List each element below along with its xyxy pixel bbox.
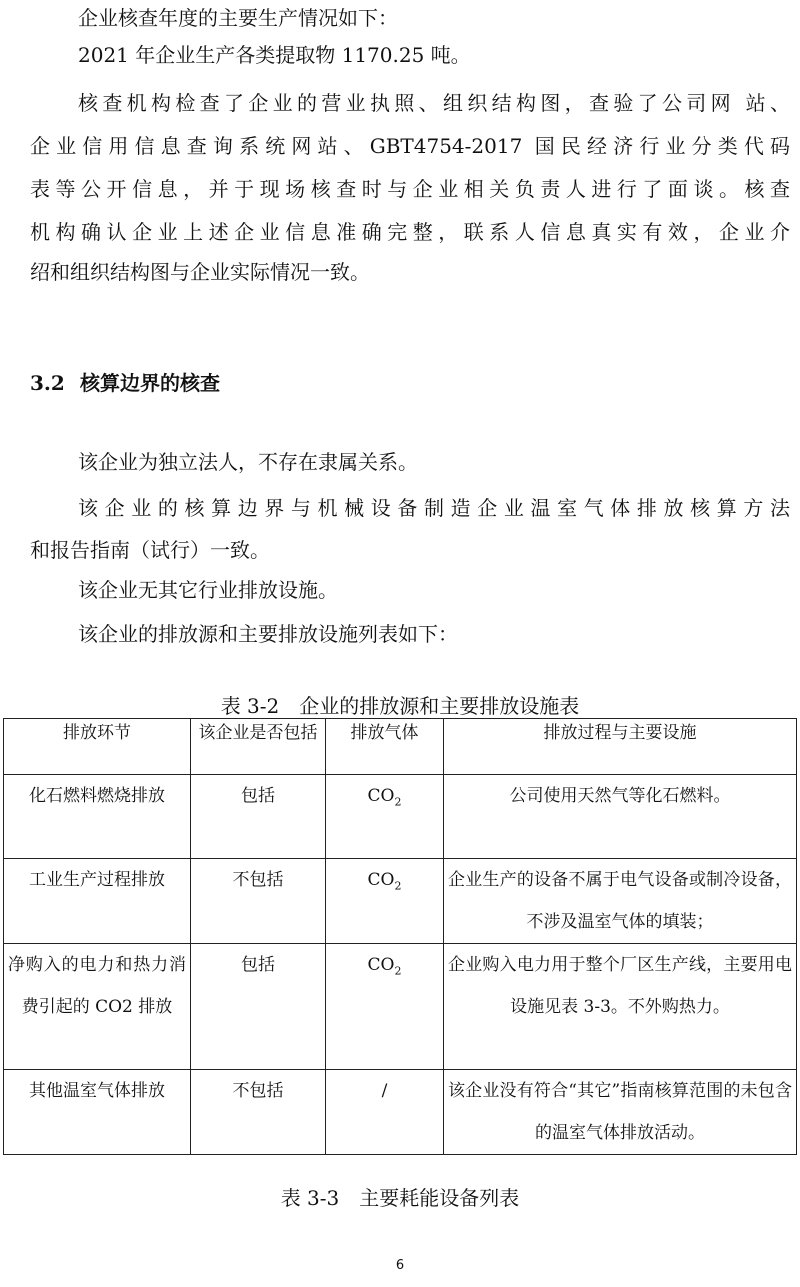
table-header-row [4, 719, 797, 775]
cell: 不包括 [191, 859, 326, 944]
cell: $CO_2$ [326, 775, 444, 859]
paragraph-line: 绍和组织结构图与企业实际情况一致。 [30, 260, 370, 284]
section-heading [30, 369, 220, 397]
paragraph-line: 企业信用信息查询系统网站、GBT4754-2017 国民经济行业分类代码 [30, 134, 790, 158]
header-cell: 排放环节 [4, 719, 191, 775]
cell: 其他温室气体排放 [4, 1070, 191, 1155]
cell: 净购入的电力和热力消费引起的 CO2 排放 [4, 944, 191, 1070]
emission-sources-table [3, 718, 797, 1155]
section-title: 核算边界的核查 [80, 371, 220, 395]
cell: 企业购入电力用于整个厂区生产线，主要用电设施见表 3-3。不外购热力。 [444, 944, 797, 1070]
paragraph-line: 表等公开信息，并于现场核查时与企业相关负责人进行了面谈。核查 [30, 177, 790, 201]
paragraph: 该企业的排放源和主要排放设施列表如下： [78, 622, 458, 646]
cell: 公司使用天然气等化石燃料。 [444, 775, 797, 859]
paragraph: 该企业为独立法人，不存在隶属关系。 [78, 450, 418, 474]
header-cell: 排放过程与主要设施 [444, 719, 797, 775]
table-caption: 表 3-2 企业的排放源和主要排放设施表 [220, 694, 580, 718]
cell: / [326, 1070, 444, 1155]
paragraph: 该企业无其它行业排放设施。 [78, 578, 338, 602]
table-row [4, 944, 797, 1070]
paragraph: 企业核查年度的主要生产情况如下： [78, 6, 398, 30]
cell: 工业生产过程排放 [4, 859, 191, 944]
table-row [4, 859, 797, 944]
paragraph-line: 机构确认企业上述企业信息准确完整，联系人信息真实有效，企业介 [30, 220, 790, 244]
cell: 不包括 [191, 1070, 326, 1155]
cell: 包括 [191, 944, 326, 1070]
cell: 该企业没有符合“其它”指南核算范围的未包含的温室气体排放活动。 [444, 1070, 797, 1155]
paragraph-line: 该企业的核算边界与机械设备制造企业温室气体排放核算方法 [78, 496, 790, 520]
cell: 企业生产的设备不属于电气设备或制冷设备，不涉及温室气体的填装； [444, 859, 797, 944]
header-cell: 该企业是否包括 [191, 719, 326, 775]
table-row [4, 775, 797, 859]
cell: $CO_2$ [326, 859, 444, 944]
paragraph-line: 核查机构检查了企业的营业执照、组织结构图，查验了公司网 站、 [78, 91, 790, 115]
section-number: 3.2 [30, 371, 65, 395]
table-row [4, 1070, 797, 1155]
cell: $CO_2$ [326, 944, 444, 1070]
paragraph: 2021 年企业生产各类提取物 1170.25 吨。 [78, 43, 471, 67]
header-cell: 排放气体 [326, 719, 444, 775]
page-number: 6 [395, 1258, 405, 1273]
cell: 化石燃料燃烧排放 [4, 775, 191, 859]
paragraph-line: 和报告指南（试行）一致。 [30, 538, 270, 562]
table-caption: 表 3-3 主要耗能设备列表 [280, 1186, 520, 1210]
cell: 包括 [191, 775, 326, 859]
